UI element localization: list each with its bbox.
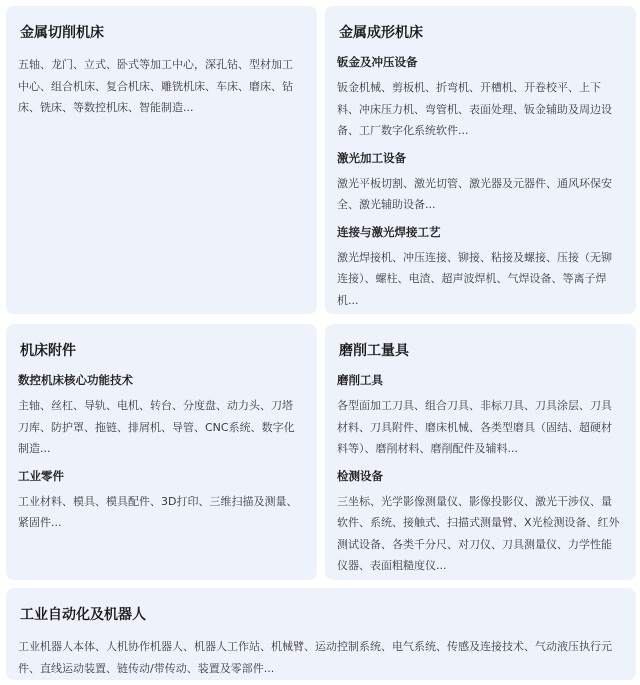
card-title[interactable]: 磨削工量具 bbox=[339, 343, 409, 359]
subcategory-description[interactable]: 各型面加工刀具、组合刀具、非标刀具、刀具涂层、刀具材料、刀具附件、磨床机械、各类型磨具（固结、超硬材料等）、磨削材料、磨削配件及辅料... bbox=[337, 399, 612, 455]
subcategory-title[interactable]: 激光加工设备 bbox=[337, 150, 406, 165]
card-metal-cutting[interactable] bbox=[6, 6, 317, 314]
subcategory-title[interactable]: 数控机床核心功能技术 bbox=[18, 373, 133, 387]
subcategory-title[interactable]: 连接与激光焊接工艺 bbox=[337, 224, 441, 239]
subcategory-description[interactable]: 主轴、丝杠、导轨、电机、转台、分度盘、动力头、刀塔刀库、防护罩、拖链、排屑机、导管、CNC系统、数字化制造... bbox=[18, 399, 295, 455]
card-machine-accessories[interactable] bbox=[6, 324, 317, 580]
subcategory-description[interactable]: 三坐标、光学影像测量仪、影像投影仪、激光干涉仪、量软件、系统、接触式、扫描式测量臂、X光检测设备、红外测试设备、各类千分尺、对刀仪、刀具测量仪、力学性能仪器、表面粗糙度仪... bbox=[337, 494, 620, 572]
subcategory-description[interactable]: 工业材料、模具、模具配件、3D打印、三维扫描及测量、紧固件... bbox=[18, 494, 298, 529]
card-title[interactable]: 工业自动化及机器人 bbox=[20, 607, 146, 623]
card-industrial-automation[interactable] bbox=[6, 588, 636, 680]
category-description[interactable]: 工业机器人本体、人机协作机器人、机器人工作站、机械臂、运动控制系统、电气系统、传感及连接技术、气动液压执行元件、直线运动装置、链传动/带传动、装置及零部件... bbox=[18, 640, 612, 675]
subcategory-description[interactable]: 激光焊接机、冲压连接、铆接、粘接及螺接、压接（无铆连接）、螺柱、电渣、超声波焊机、气焊设备、等离子焊机... bbox=[337, 250, 612, 307]
card-title[interactable]: 金属成形机床 bbox=[339, 25, 423, 41]
category-description[interactable]: 五轴、龙门、立式、卧式等加工中心，深孔钻、型材加工中心、组合机床、复合机床、雕铣机床、车床、磨床、钻床、铣床、等数控机床、智能制造... bbox=[18, 58, 293, 114]
card-title[interactable]: 金属切削机床 bbox=[20, 25, 104, 41]
subcategory-title[interactable]: 磨削工具 bbox=[337, 373, 383, 387]
card-metal-forming[interactable] bbox=[325, 6, 636, 314]
subcategory-title[interactable]: 钣金及冲压设备 bbox=[337, 55, 418, 69]
subcategory-description[interactable]: 激光平板切割、激光切管、激光器及元器件、通风环保安全、激光辅助设备... bbox=[337, 176, 612, 211]
subcategory-title[interactable]: 工业零件 bbox=[18, 468, 64, 483]
subcategory-description[interactable]: 钣金机械、剪板机、折弯机、开槽机、开卷校平、上下料、冲床压力机、弯管机、表面处理、钣金辅助及周边设备、工厂数字化系统软件... bbox=[337, 81, 612, 137]
subcategory-title[interactable]: 检测设备 bbox=[337, 468, 383, 483]
card-title[interactable]: 机床附件 bbox=[20, 343, 76, 359]
card-grinding-tools[interactable] bbox=[325, 324, 636, 580]
